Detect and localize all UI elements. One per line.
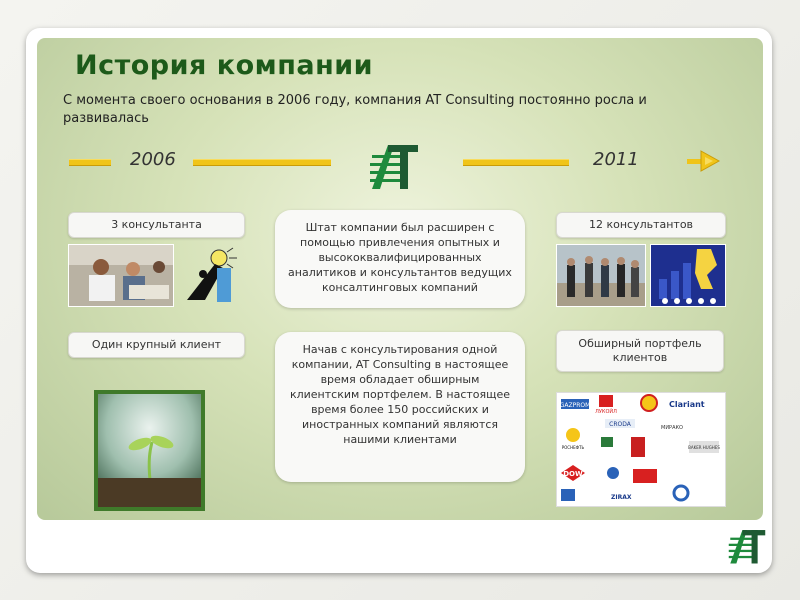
zirax-logo <box>611 494 632 501</box>
gazprom-logo <box>560 399 591 409</box>
timeline-arrow-icon <box>687 149 721 177</box>
dow-logo <box>561 465 585 481</box>
clariant-logo <box>669 400 705 409</box>
lukoil-logo <box>595 395 617 415</box>
sprout-photo <box>94 390 205 511</box>
timeline-end-year: 2011 <box>593 149 639 170</box>
svg-text:Clariant: Clariant <box>669 400 705 409</box>
mirako-logo <box>661 425 683 431</box>
company-logo-icon <box>368 141 420 195</box>
square-client-logo <box>561 489 575 501</box>
client-portfolio-2011-label: Обширный портфель клиентов <box>556 330 724 372</box>
team-photo-2006 <box>68 244 174 307</box>
slide-panel <box>37 38 763 520</box>
red-badge-client-logo <box>633 469 657 483</box>
team-size-2011-label: 12 консультантов <box>556 212 726 238</box>
timeline-bar-mid-left <box>193 159 331 166</box>
slide-subtitle: С момента своего основания в 2006 году, компания AT Consulting постоянно росла и развивалась <box>63 93 647 126</box>
client-count-2006-label: Один крупный клиент <box>68 332 245 358</box>
timeline-start-year: 2006 <box>130 149 176 170</box>
shell-logo <box>641 395 657 411</box>
svg-text:ЛУКОЙЛ: ЛУКОЙЛ <box>595 409 617 415</box>
growth-chart-illustration <box>650 244 726 307</box>
client-portfolio-description: Начав с консультирования одной компании, AT Consulting в настоящее время обладает обширным клиентским портфелем. В настоящее время более 150 российских и иностранных компаний являются нашими клиентами <box>275 332 525 482</box>
baker-hughes-logo <box>688 441 720 453</box>
client-logos-panel <box>556 392 726 507</box>
svg-text:BAKER HUGHES: BAKER HUGHES <box>688 445 720 450</box>
slide-title: История компании <box>75 50 374 81</box>
timeline-bar-left <box>69 159 111 166</box>
timeline-bar-mid-right <box>463 159 569 166</box>
green-client-logo <box>601 437 613 447</box>
company-logo-icon <box>724 527 770 569</box>
team-size-2006-label: 3 консультанта <box>68 212 245 238</box>
svg-text:DOW: DOW <box>563 470 583 478</box>
team-photo-2011 <box>556 244 646 307</box>
blue-client-logo <box>607 467 619 479</box>
svg-text:GAZPROM: GAZPROM <box>559 402 591 409</box>
svg-text:CRODA: CRODA <box>609 421 631 428</box>
rosneft-logo <box>562 428 585 450</box>
red-client-logo <box>631 437 645 457</box>
climber-illustration <box>181 244 243 305</box>
svg-text:ZIRAX: ZIRAX <box>611 494 632 501</box>
staff-growth-description: Штат компании был расширен с помощью привлечения опытных и высококвалифицированных аналитиков и консультантов ведущих консалтинговых компаний <box>275 210 525 308</box>
croda-logo <box>605 419 635 428</box>
ring-client-logo <box>674 486 688 500</box>
svg-text:РОСНЕФТЬ: РОСНЕФТЬ <box>561 445 585 450</box>
svg-text:МИРАКО: МИРАКО <box>661 425 683 431</box>
